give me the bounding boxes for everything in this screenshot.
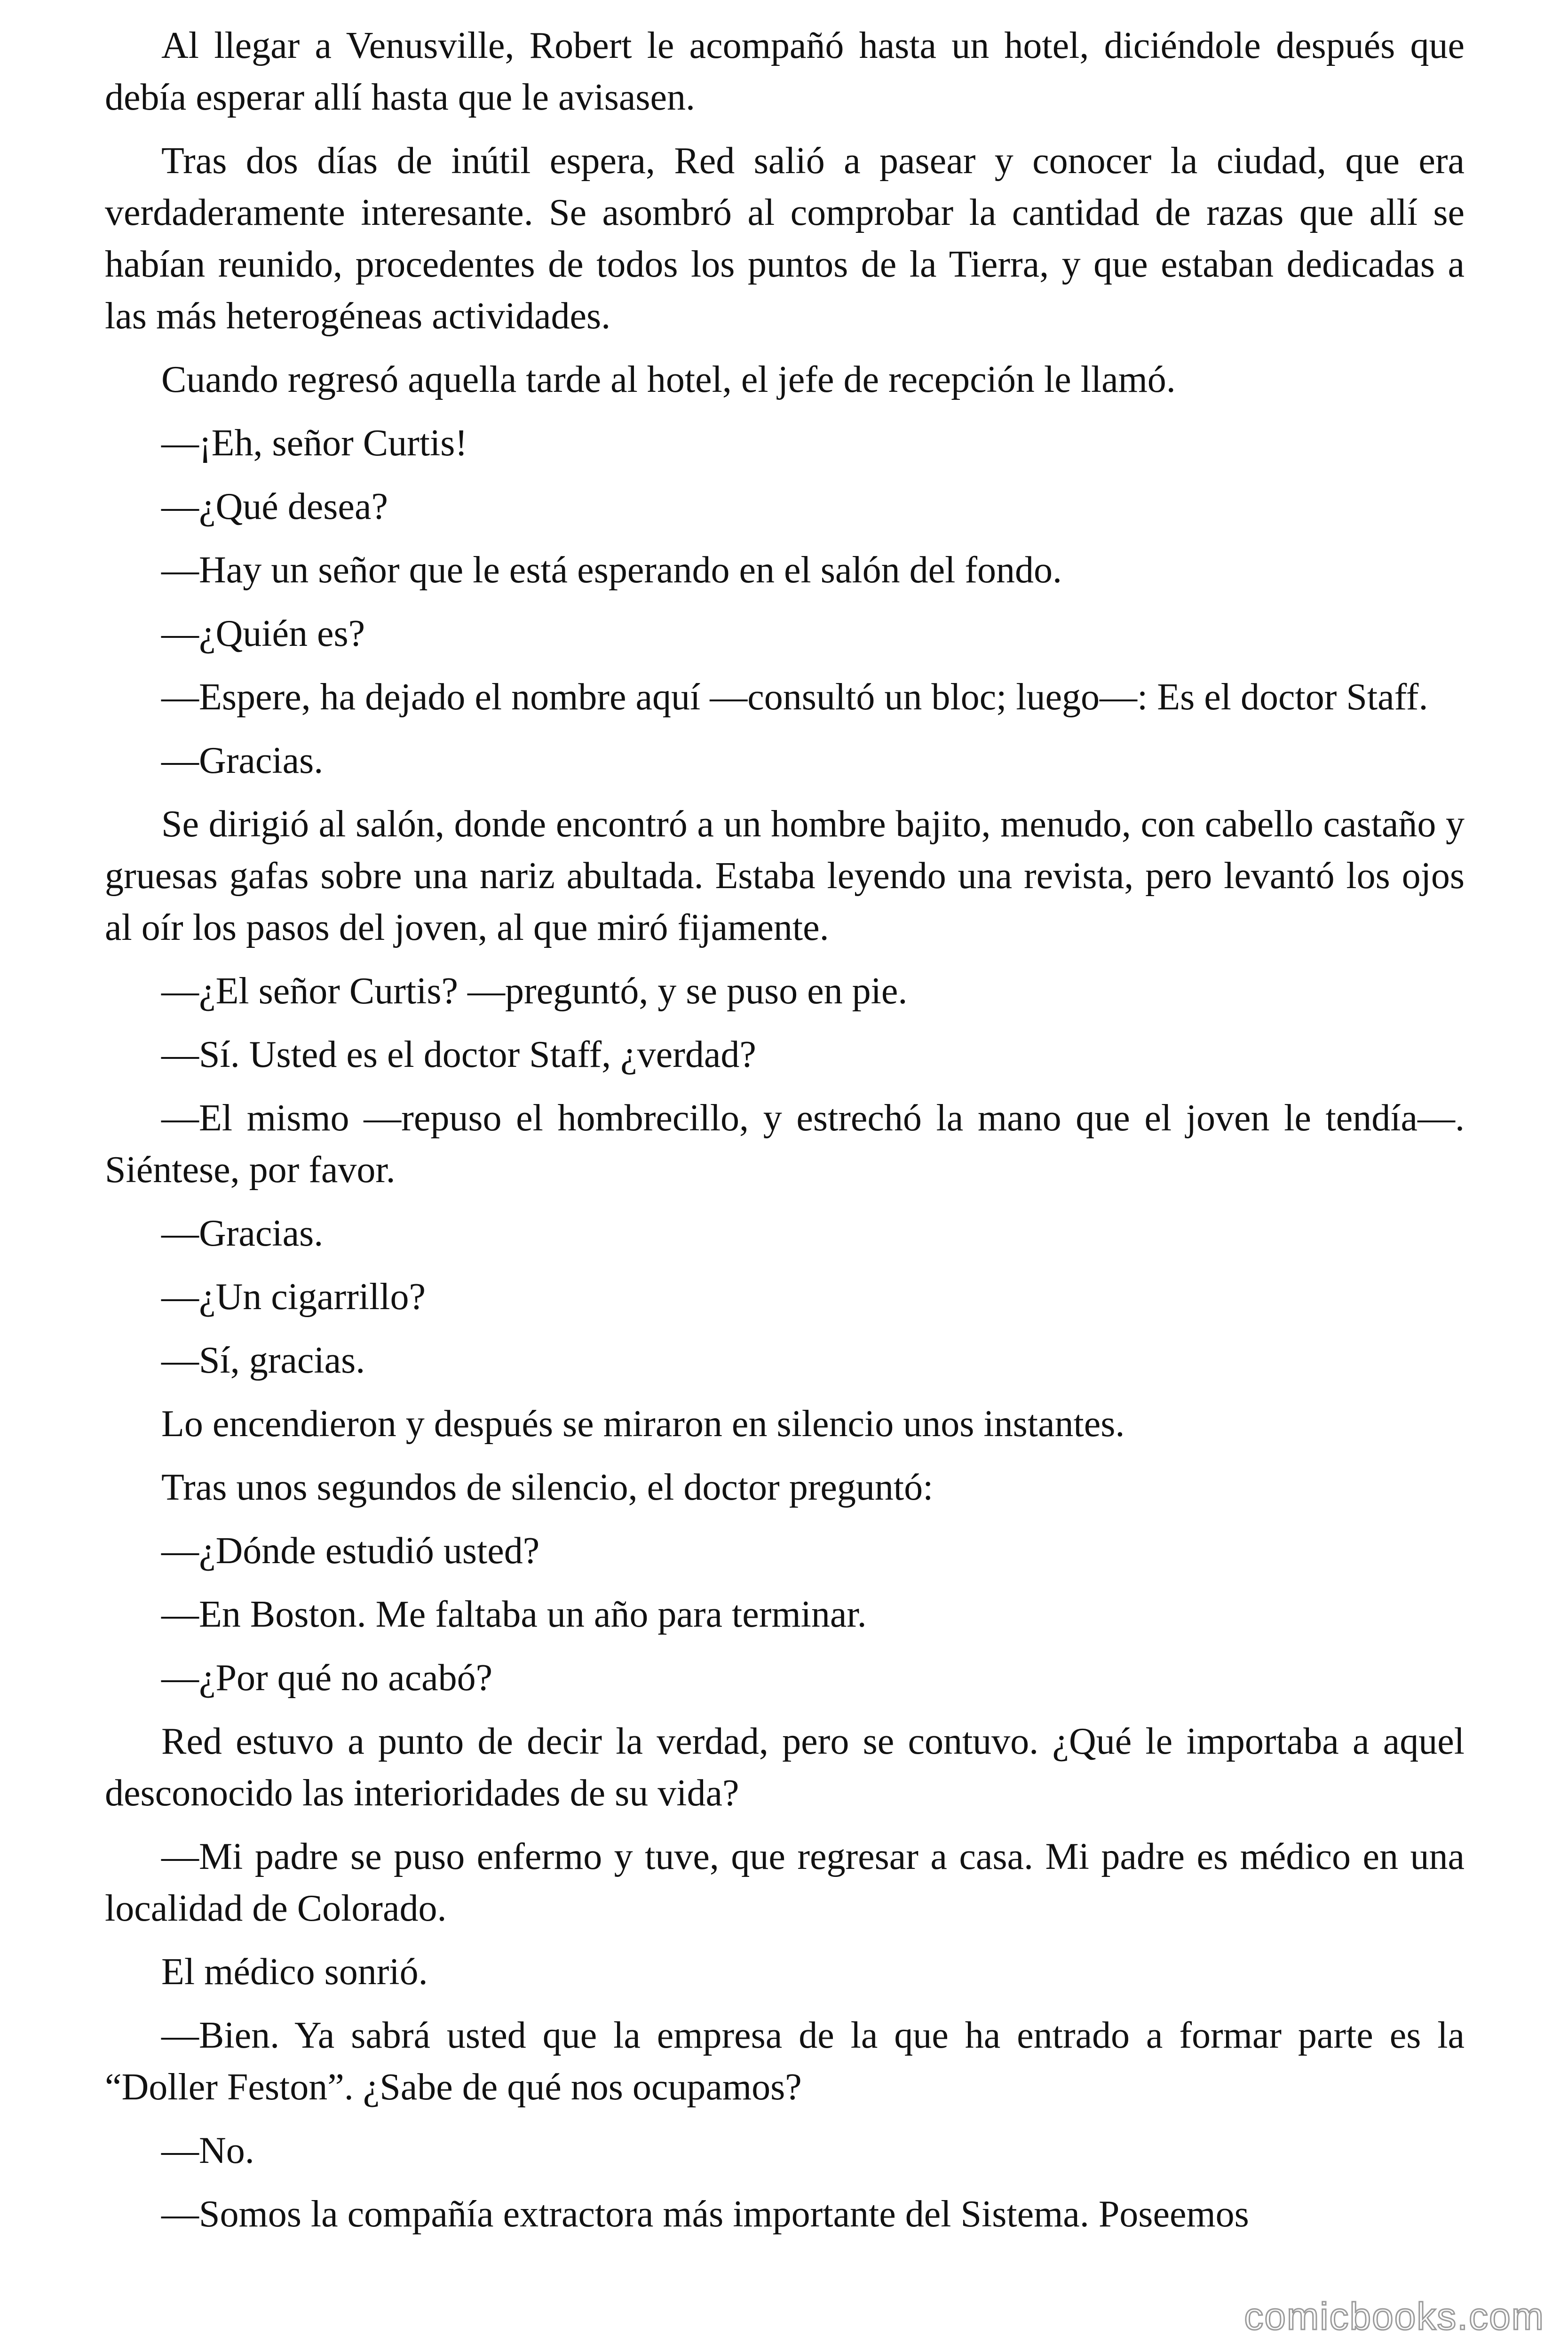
paragraph: Lo encendieron y después se miraron en silencio unos instantes.: [161, 1403, 1125, 1445]
paragraph: —¿Qué desea?: [161, 486, 388, 527]
paragraph: El médico sonrió.: [161, 1951, 428, 1993]
paragraph: —Gracias.: [161, 1213, 324, 1254]
paragraph: —Sí. Usted es el doctor Staff, ¿verdad?: [161, 1034, 756, 1075]
paragraph: —¿Quién es?: [161, 613, 365, 654]
paragraph: —En Boston. Me faltaba un año para terminar.: [161, 1594, 867, 1635]
paragraph: —Mi padre se puso enfermo y tuve, que regresar a casa. Mi padre es médico en una localidad de Colorado.: [105, 1836, 1465, 1929]
paragraph: —Sí, gracias.: [161, 1340, 365, 1381]
paragraph: —¿El señor Curtis? —preguntó, y se puso en pie.: [161, 970, 908, 1012]
paragraph: Tras unos segundos de silencio, el doctor preguntó:: [161, 1467, 934, 1508]
paragraph: Tras dos días de inútil espera, Red salió a pasear y conocer la ciudad, que era verdaderamente interesante. Se asombró al comprobar la cantidad de razas que allí se habían reunido, procedentes de todos los puntos de la Tierra, y que estaban dedicadas a las más heterogéneas actividades.: [105, 140, 1465, 337]
paragraph: —Bien. Ya sabrá usted que la empresa de la que ha entrado a formar parte es la “Doller Feston”. ¿Sabe de qué nos ocupamos?: [105, 2015, 1465, 2108]
watermark: comicbooks.com: [1244, 2295, 1544, 2338]
paragraph: —¿Por qué no acabó?: [161, 1657, 493, 1699]
paragraph: —Hay un señor que le está esperando en el salón del fondo.: [161, 549, 1062, 591]
paragraph: —Gracias.: [161, 740, 324, 781]
paragraph: —¿Un cigarrillo?: [161, 1276, 426, 1318]
paragraph: —No.: [161, 2130, 254, 2171]
book-page-text: [105, 20, 1465, 2252]
paragraph: Cuando regresó aquella tarde al hotel, el jefe de recepción le llamó.: [161, 359, 1176, 400]
paragraph: Red estuvo a punto de decir la verdad, pero se contuvo. ¿Qué le importaba a aquel desconocido las interioridades de su vida?: [105, 1721, 1465, 1814]
paragraph: —Espere, ha dejado el nombre aquí —consultó un bloc; luego—: Es el doctor Staff.: [161, 676, 1428, 718]
paragraph: Se dirigió al salón, donde encontró a un hombre bajito, menudo, con cabello castaño y gruesas gafas sobre una nariz abultada. Estaba leyendo una revista, pero levantó los ojos al oír los pasos del joven, al que miró fijamente.: [105, 803, 1465, 948]
paragraph: —Somos la compañía extractora más importante del Sistema. Poseemos: [161, 2193, 1249, 2235]
paragraph: Al llegar a Venusville, Robert le acompañó hasta un hotel, diciéndole después que debía esperar allí hasta que le avisasen.: [105, 25, 1465, 118]
paragraph: —El mismo —repuso el hombrecillo, y estrechó la mano que el joven le tendía—. Siéntese, por favor.: [105, 1097, 1465, 1191]
paragraph: —¡Eh, señor Curtis!: [161, 422, 468, 464]
paragraph: —¿Dónde estudió usted?: [161, 1530, 540, 1572]
